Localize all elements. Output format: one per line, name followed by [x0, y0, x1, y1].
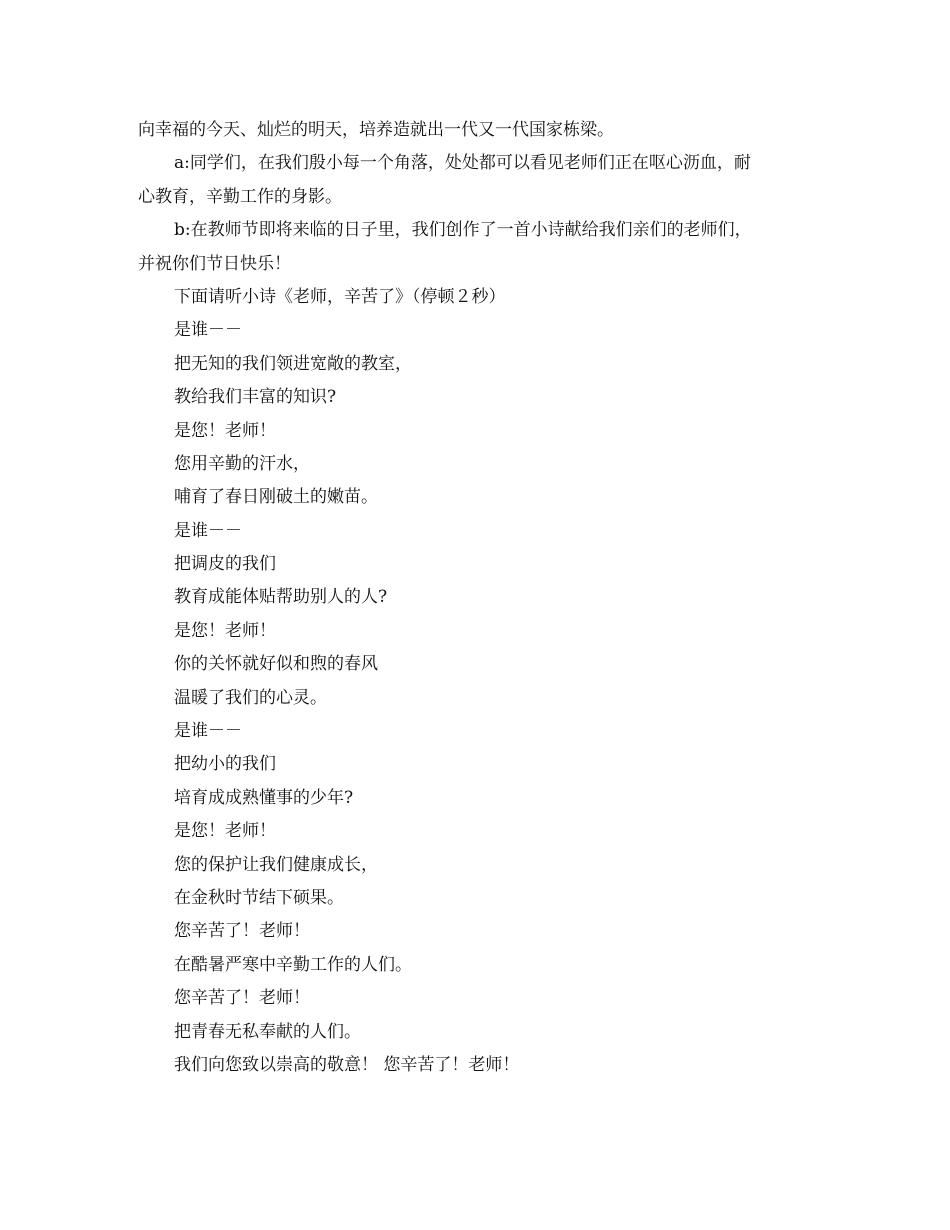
text-line: 把幼小的我们 [174, 754, 276, 775]
text-line: 哺育了春日刚破土的嫩苗。 [174, 487, 378, 508]
text-line: 我们向您致以崇高的敬意！ 您辛苦了！老师！ [174, 1054, 520, 1075]
text-line: 您辛苦了！老师！ [174, 921, 310, 942]
text-line: 心教育，辛勤工作的身影。 [138, 186, 342, 207]
text-line: 是您！老师！ [174, 620, 276, 641]
text-line: 您用辛勤的汗水， [174, 453, 310, 474]
text-line: b:在教师节即将来临的日子里，我们创作了一首小诗献给我们亲们的老师们， [174, 220, 752, 241]
text-line: 教育成能体贴帮助别人的人? [174, 587, 388, 608]
document-body [138, 114, 818, 1082]
text-line: 下面请听小诗《老师，辛苦了》（停顿２秒） [174, 286, 506, 307]
text-line: 你的关怀就好似和煦的春风 [174, 654, 378, 675]
text-line: 在金秋时节结下硕果。 [174, 887, 344, 908]
text-line: 培育成成熟懂事的少年? [174, 787, 354, 808]
text-line: 是谁－－ [174, 721, 242, 742]
text-line: 教给我们丰富的知识? [174, 387, 337, 408]
text-line: 把调皮的我们 [174, 554, 276, 575]
text-line: 把无知的我们领进宽敞的教室， [174, 353, 412, 374]
text-line: 您的保护让我们健康成长， [174, 854, 378, 875]
text-line: 温暖了我们的心灵。 [174, 687, 327, 708]
text-line: 把青春无私奉献的人们。 [174, 1021, 361, 1042]
text-line: 并祝你们节日快乐！ [138, 253, 291, 274]
text-line: 是谁－－ [174, 520, 242, 541]
text-line: 您辛苦了！老师！ [174, 988, 310, 1009]
text-line: 是谁－－ [174, 320, 242, 341]
text-line: a:同学们，在我们殷小每一个角落，处处都可以看见老师们正在呕心沥血，耐 [174, 153, 751, 174]
text-line: 向幸福的今天、灿烂的明天，培养造就出一代又一代国家栋梁。 [138, 120, 614, 140]
text-line: 是您！老师！ [174, 420, 276, 441]
text-line: 是您！老师！ [174, 821, 276, 842]
text-line: 在酷暑严寒中辛勤工作的人们。 [174, 954, 412, 975]
